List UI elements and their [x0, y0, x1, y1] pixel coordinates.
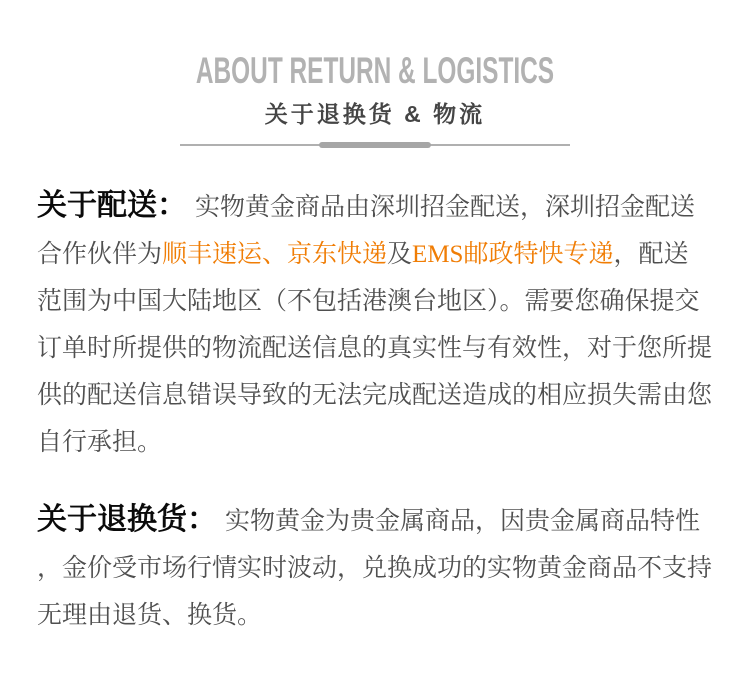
section-body	[0, 182, 750, 639]
courier-name-highlight: 顺丰速运、京东快递	[162, 241, 388, 268]
body-text: 实物黄金为贵金属商品，因贵金属商品特性，金价受市场行情实时波动，兑换成功的实物黄金商品不支持无理由退货、换货。	[37, 508, 713, 629]
courier-name-highlight: EMS邮政特快专递	[412, 241, 614, 268]
paragraph-delivery	[37, 182, 713, 466]
section-title-zh: 关于退换货 & 物流	[264, 101, 486, 127]
divider-center-bar	[319, 142, 431, 148]
section-header	[0, 50, 750, 148]
body-text: 实物黄金商品由深圳招金配送，深圳招金配送合作伙伴为	[37, 194, 696, 268]
paragraph-returns-lead: 关于退换货：	[37, 503, 217, 536]
paragraph-delivery-lead: 关于配送：	[37, 189, 187, 222]
title-divider	[180, 142, 570, 148]
body-text: ，配送范围为中国大陆地区（不包括港澳台地区）。需要您确保提交订单时所提供的物流配送信息的真实性与有效性，对于您所提供的配送信息错误导致的无法完成配送造成的相应损失需由您自行承担。	[37, 241, 713, 456]
body-text: 及	[387, 241, 413, 268]
section-title-en: ABOUT RETURN & LOGISTICS	[195, 50, 555, 91]
return-logistics-panel	[0, 50, 750, 684]
paragraph-returns	[37, 496, 713, 639]
